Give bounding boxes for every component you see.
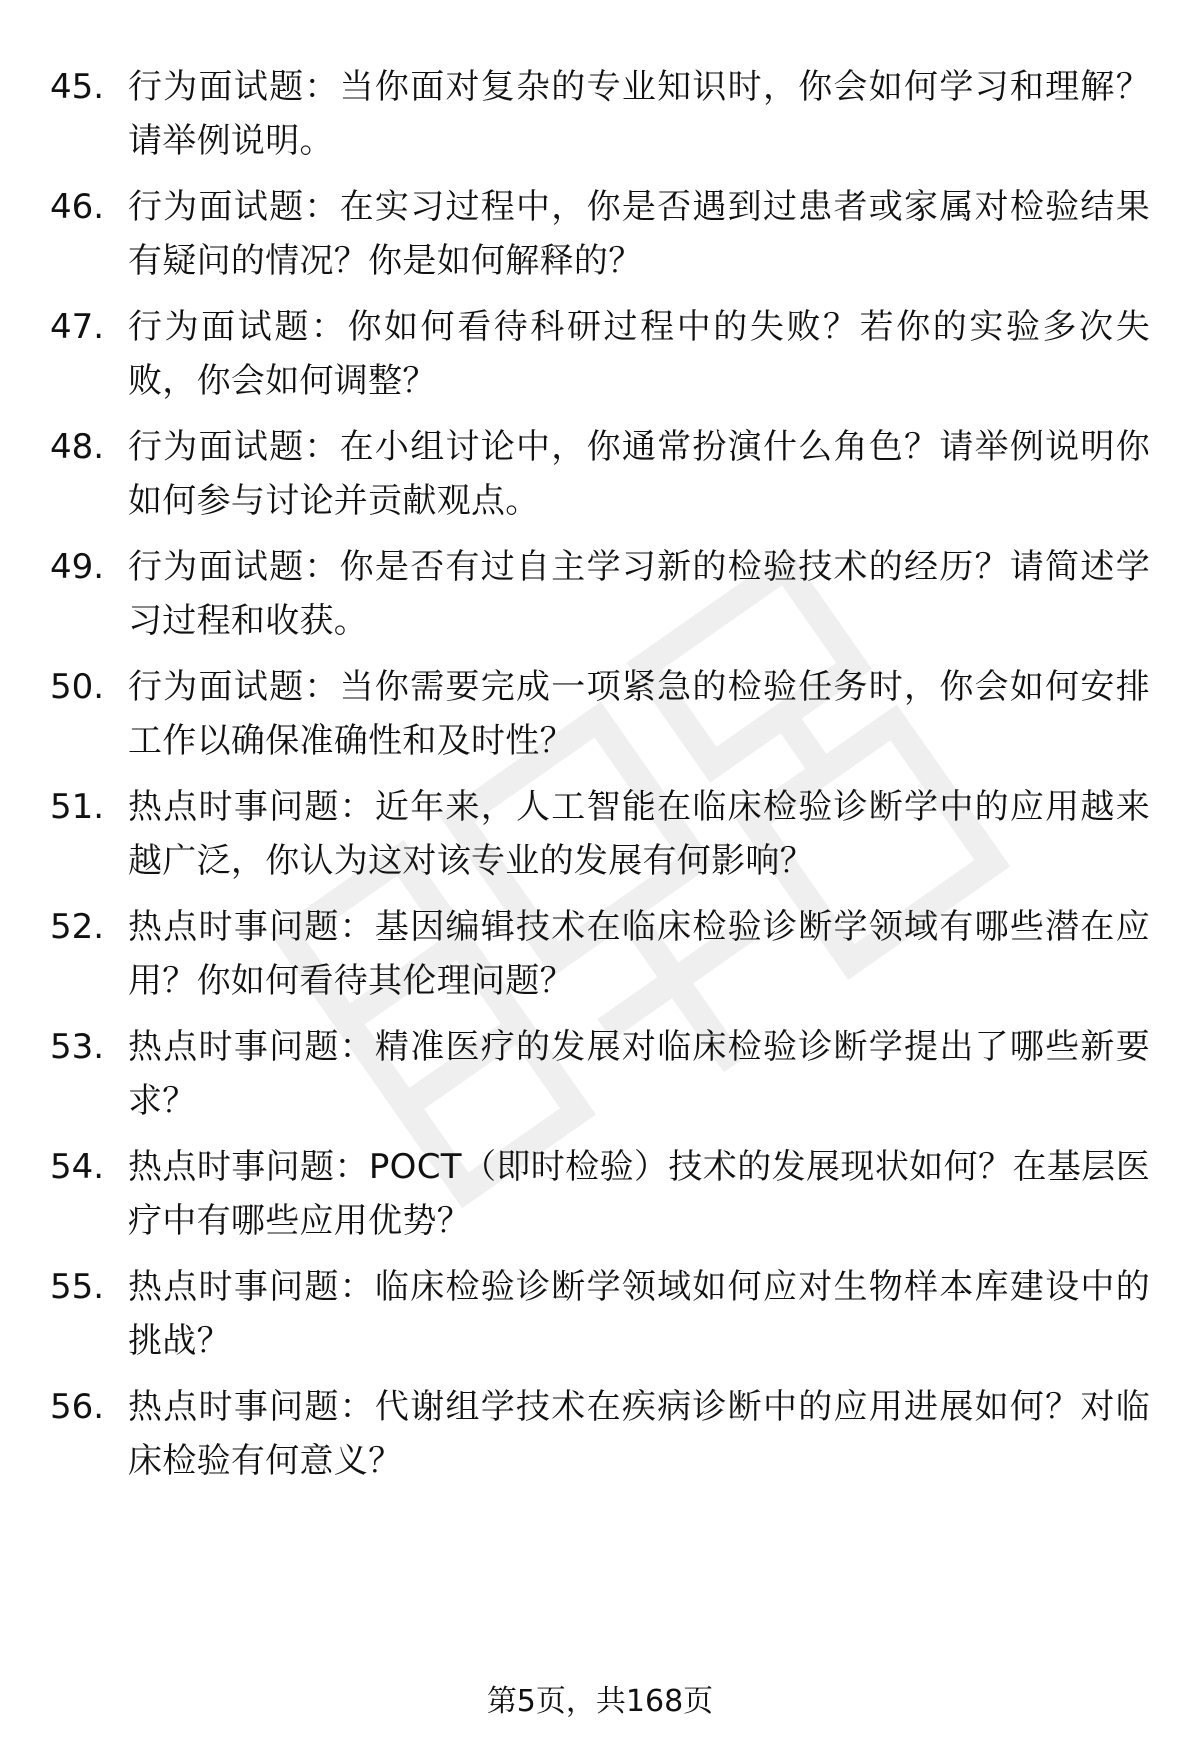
question-text: 热点时事问题：精准医疗的发展对临床检验诊断学提出了哪些新要求？ xyxy=(128,1027,1150,1121)
question-number: 51. xyxy=(50,787,105,827)
list-item xyxy=(0,660,1200,770)
list-item xyxy=(0,1140,1200,1250)
question-text: 行为面试题：你如何看待科研过程中的失败？若你的实验多次失败，你会如何调整？ xyxy=(128,307,1150,401)
question-number: 45. xyxy=(50,67,105,107)
question-number: 53. xyxy=(50,1027,105,1067)
question-text: 热点时事问题：临床检验诊断学领域如何应对生物样本库建设中的挑战？ xyxy=(128,1267,1150,1361)
list-item xyxy=(0,540,1200,650)
question-number: 47. xyxy=(50,307,105,347)
question-text: 行为面试题：当你面对复杂的专业知识时，你会如何学习和理解？请举例说明。 xyxy=(128,67,1150,161)
list-item xyxy=(0,1020,1200,1130)
list-item xyxy=(0,420,1200,530)
question-number: 50. xyxy=(50,667,105,707)
question-number: 52. xyxy=(50,907,105,947)
question-number: 54. xyxy=(50,1147,105,1187)
question-number: 55. xyxy=(50,1267,105,1307)
question-number: 56. xyxy=(50,1387,105,1427)
question-number: 49. xyxy=(50,547,105,587)
list-item xyxy=(0,900,1200,1010)
question-text: 行为面试题：你是否有过自主学习新的检验技术的经历？请简述学习过程和收获。 xyxy=(128,547,1150,641)
list-item xyxy=(0,780,1200,890)
question-text: 行为面试题：在实习过程中，你是否遇到过患者或家属对检验结果有疑问的情况？你是如何解释的？ xyxy=(128,187,1150,281)
question-number: 46. xyxy=(50,187,105,227)
list-item xyxy=(0,1260,1200,1370)
list-item xyxy=(0,60,1200,170)
list-item xyxy=(0,300,1200,410)
question-text: 热点时事问题：代谢组学技术在疾病诊断中的应用进展如何？对临床检验有何意义？ xyxy=(128,1387,1150,1481)
question-text: 热点时事问题：近年来，人工智能在临床检验诊断学中的应用越来越广泛，你认为这对该专业的发展有何影响？ xyxy=(128,787,1150,881)
question-number: 48. xyxy=(50,427,105,467)
list-item xyxy=(0,1380,1200,1490)
page-number-label: 第5页，共168页 xyxy=(486,1684,714,1719)
question-text: 热点时事问题：POCT（即时检验）技术的发展现状如何？在基层医疗中有哪些应用优势？ xyxy=(128,1147,1150,1241)
list-item xyxy=(0,180,1200,290)
page-footer xyxy=(0,1680,1200,1724)
question-text: 行为面试题：在小组讨论中，你通常扮演什么角色？请举例说明你如何参与讨论并贡献观点。 xyxy=(128,427,1150,521)
question-text: 行为面试题：当你需要完成一项紧急的检验任务时，你会如何安排工作以确保准确性和及时性？ xyxy=(128,667,1150,761)
question-text: 热点时事问题：基因编辑技术在临床检验诊断学领域有哪些潜在应用？你如何看待其伦理问题？ xyxy=(128,907,1150,1001)
